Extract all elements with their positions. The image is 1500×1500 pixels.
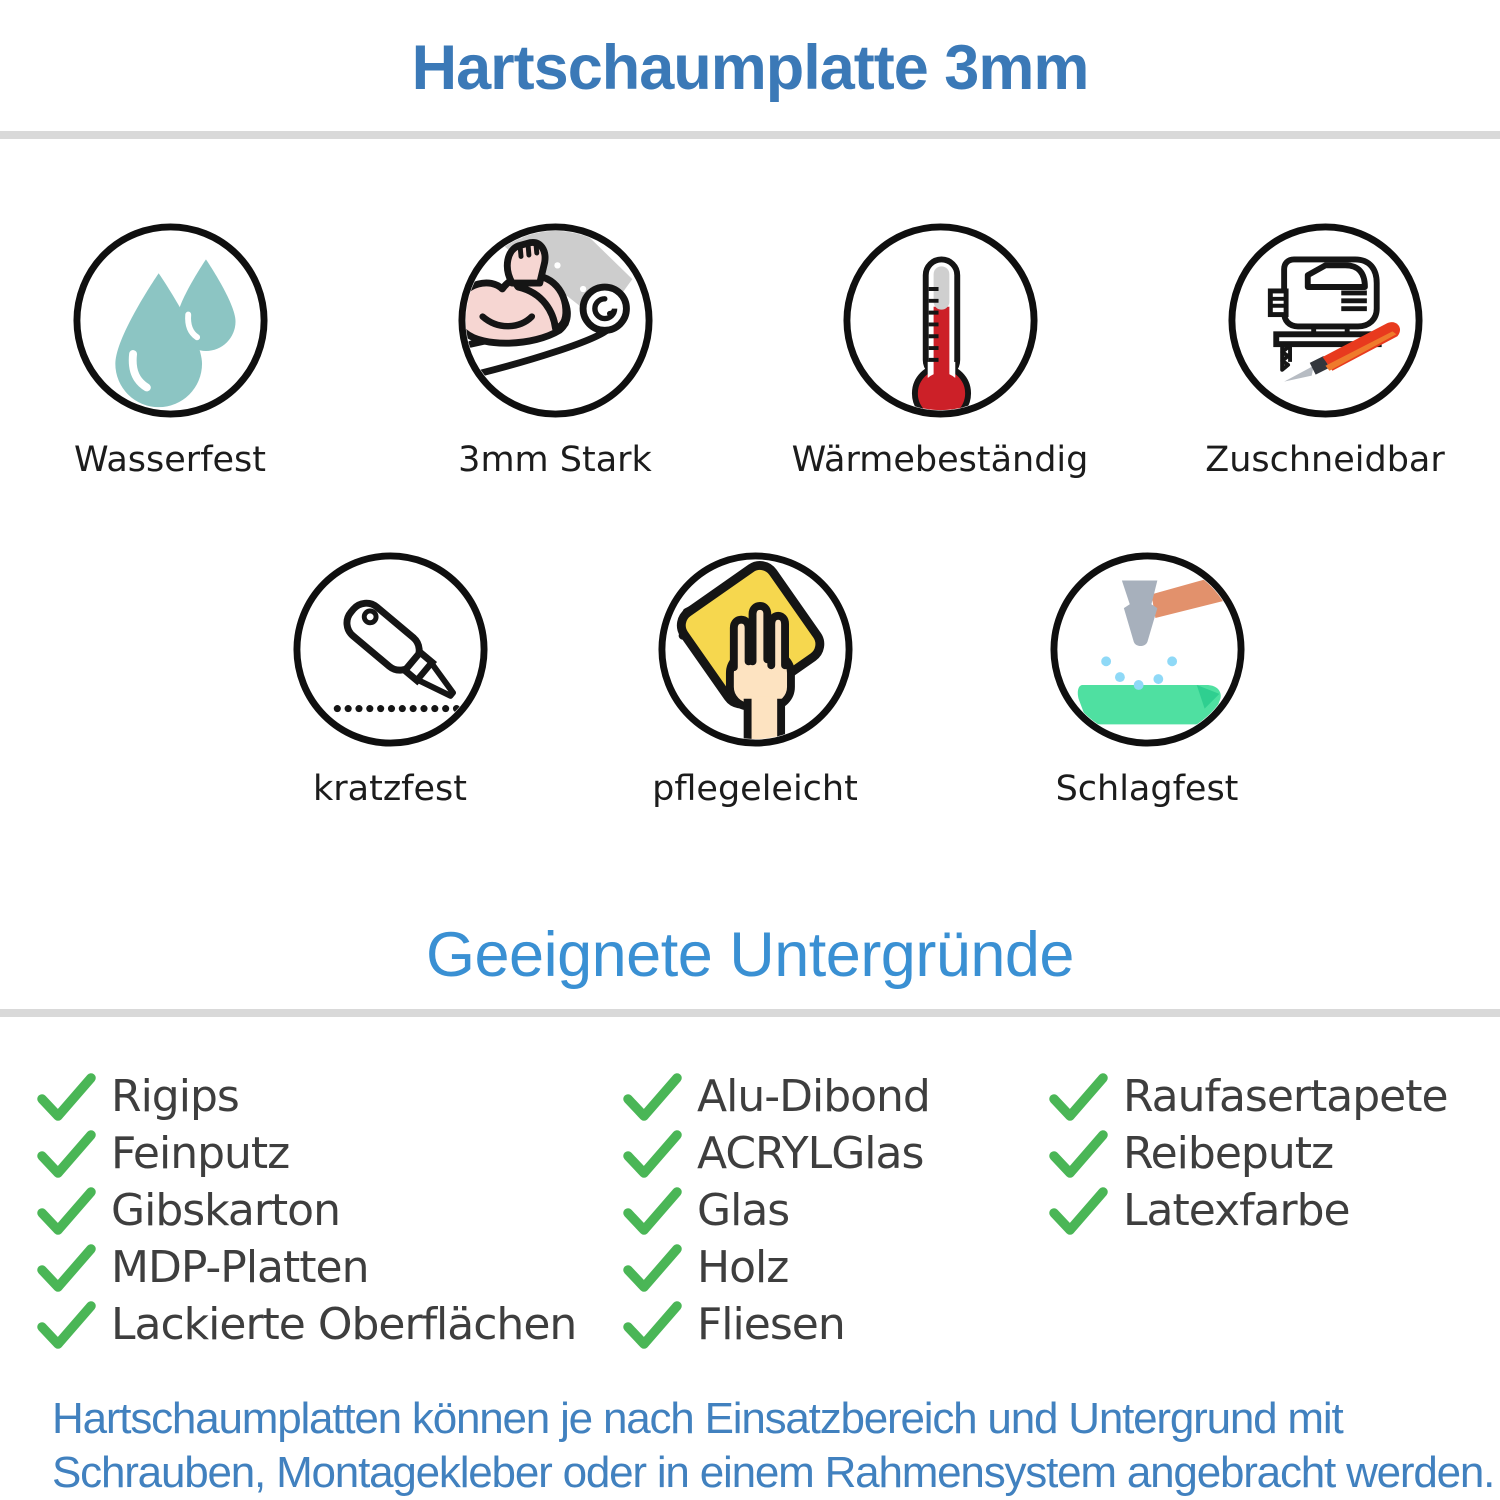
check-icon (36, 1073, 96, 1121)
feature-label: kratzfest (312, 769, 467, 809)
feature-wasserfest (0, 222, 340, 480)
substrate-column-3 (1048, 1068, 1448, 1239)
check-icon (622, 1130, 682, 1178)
check-icon (622, 1073, 682, 1121)
substrate-label: Raufasertapete (1123, 1070, 1448, 1122)
substrate-label: Gibskarton (111, 1184, 340, 1236)
substrate-item (622, 1125, 930, 1182)
substrate-label: Fliesen (697, 1298, 845, 1350)
footer-note (52, 1392, 1494, 1500)
utility-knife-icon (292, 551, 489, 748)
substrate-item (36, 1068, 576, 1125)
feature-schlagfest (977, 551, 1317, 809)
muscle-arm-icon (457, 222, 654, 419)
substrate-column-1 (36, 1068, 576, 1353)
check-icon (622, 1244, 682, 1292)
substrate-item (36, 1125, 576, 1182)
feature-label: Wärmebeständig (791, 440, 1089, 480)
footer-line-1: Hartschaumplatten können je nach Einsatzbereich und Untergrund mit (52, 1394, 1343, 1443)
substrate-item (36, 1182, 576, 1239)
check-icon (622, 1301, 682, 1349)
substrate-item (1048, 1068, 1448, 1125)
substrate-item (36, 1296, 576, 1353)
footer-line-2: Schrauben, Montagekleber oder in einem Rahmensystem angebracht werden. (52, 1448, 1495, 1497)
substrate-label: Rigips (111, 1070, 239, 1122)
feature-kratzfest (220, 551, 560, 809)
check-icon (1048, 1187, 1108, 1235)
feature-zuschneidbar (1155, 222, 1495, 480)
divider-top (0, 131, 1500, 139)
substrate-label: Feinputz (111, 1127, 290, 1179)
check-icon (36, 1187, 96, 1235)
feature-3mm-stark (385, 222, 725, 480)
substrate-item (622, 1182, 930, 1239)
divider-bottom (0, 1009, 1500, 1017)
feature-label: 3mm Stark (458, 440, 652, 480)
water-drops-icon (72, 222, 269, 419)
substrate-item (622, 1296, 930, 1353)
page-title: Hartschaumplatte 3mm (411, 33, 1089, 103)
check-icon (622, 1187, 682, 1235)
hand-cloth-icon (657, 551, 854, 748)
thermometer-icon (842, 222, 1039, 419)
check-icon (36, 1244, 96, 1292)
check-icon (36, 1130, 96, 1178)
substrate-label: ACRYLGlas (697, 1127, 924, 1179)
feature-label: Wasserfest (73, 440, 267, 480)
substrate-label: Glas (697, 1184, 790, 1236)
substrate-item (1048, 1125, 1448, 1182)
substrate-item (36, 1239, 576, 1296)
feature-waermebestaendig (770, 222, 1110, 480)
check-icon (36, 1301, 96, 1349)
check-icon (1048, 1073, 1108, 1121)
feature-label: pflegeleicht (652, 769, 858, 809)
substrate-item (622, 1239, 930, 1296)
substrate-label: Alu-Dibond (697, 1070, 930, 1122)
substrate-item (622, 1068, 930, 1125)
jigsaw-knife-icon (1227, 222, 1424, 419)
section-title: Geeignete Untergründe (426, 920, 1074, 990)
feature-label: Zuschneidbar (1205, 440, 1445, 480)
check-icon (1048, 1130, 1108, 1178)
substrate-column-2 (622, 1068, 930, 1353)
feature-pflegeleicht (585, 551, 925, 809)
substrate-label: Holz (697, 1241, 789, 1293)
substrate-label: Latexfarbe (1123, 1184, 1350, 1236)
hammer-icon (1049, 551, 1246, 748)
substrate-label: Lackierte Oberflächen (111, 1298, 577, 1350)
substrate-label: MDP-Platten (111, 1241, 369, 1293)
feature-label: Schlagfest (1055, 769, 1239, 809)
substrate-item (1048, 1182, 1448, 1239)
substrate-label: Reibeputz (1123, 1127, 1334, 1179)
